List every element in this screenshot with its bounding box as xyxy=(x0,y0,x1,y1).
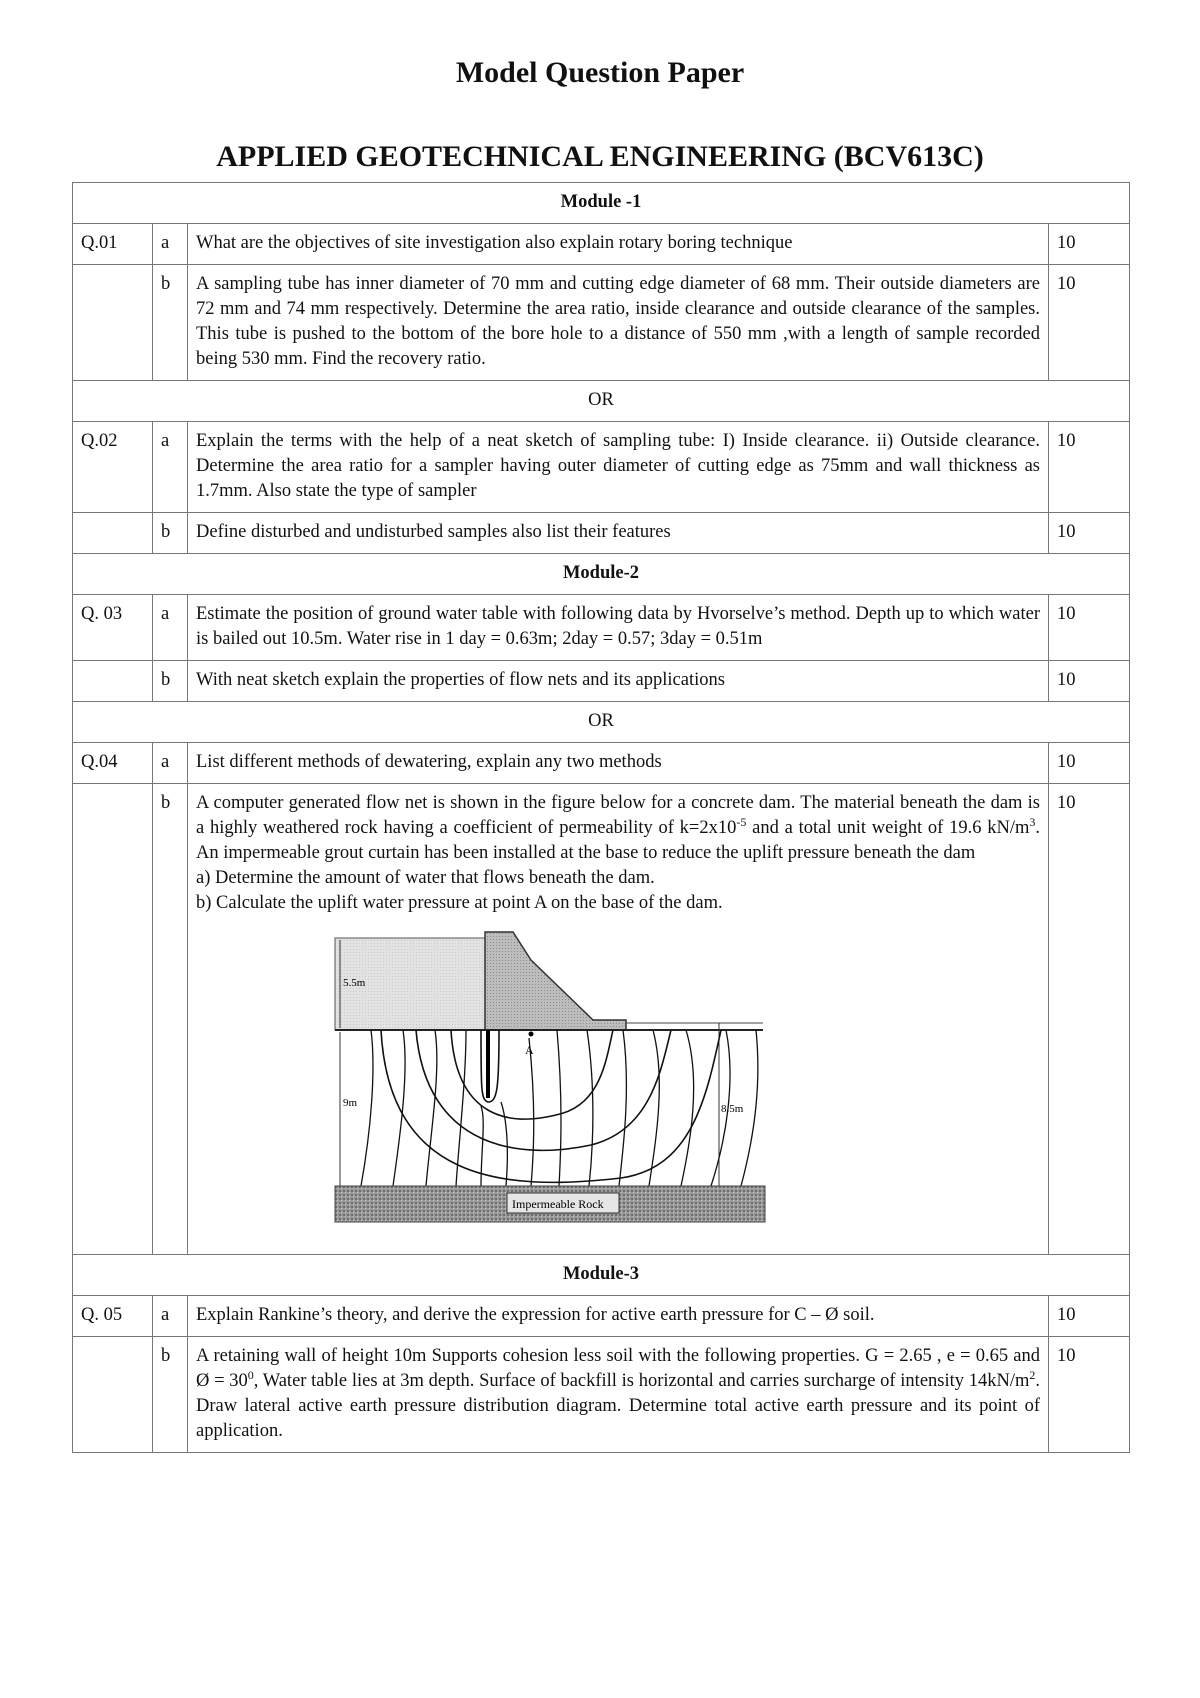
question-text xyxy=(188,1337,1049,1453)
sub-label: a xyxy=(153,422,188,513)
question-number: Q.02 xyxy=(73,422,153,513)
module-heading: Module-2 xyxy=(73,554,1130,595)
question-text-part: . An impermeable grout curtain has been installed at the base to reduce the uplift pressure beneath the dam xyxy=(196,818,1040,863)
table-row xyxy=(73,661,1130,702)
or-separator: OR xyxy=(73,702,1130,743)
question-text-part: and a total unit weight of 19.6 kN/m xyxy=(746,818,1030,838)
marks: 10 xyxy=(1049,422,1130,513)
sub-label: a xyxy=(153,224,188,265)
table-row xyxy=(73,513,1130,554)
sub-label: b xyxy=(153,265,188,381)
or-separator: OR xyxy=(73,381,1130,422)
marks: 10 xyxy=(1049,265,1130,381)
table-row xyxy=(73,1296,1130,1337)
question-text: Estimate the position of ground water table with following data by Hvorselve’s method. Depth up to which water is bailed out 10.5m. Water rise in 1 day = 0.63m; 2day = 0.57; 3day = 0.51m xyxy=(188,595,1049,661)
table-row xyxy=(73,743,1130,784)
or-row xyxy=(73,381,1130,422)
rock-label: Impermeable Rock xyxy=(512,1197,604,1211)
point-a-label: A xyxy=(525,1043,534,1057)
question-number: Q.01 xyxy=(73,224,153,265)
dimension-label-depth: 9m xyxy=(343,1097,358,1109)
question-text-part: . Draw lateral active earth pressure distribution diagram. Determine total active earth pressure and its point of application. xyxy=(196,1371,1040,1441)
sub-label: a xyxy=(153,743,188,784)
point-a-marker xyxy=(529,1032,534,1037)
exponent: 3 xyxy=(1029,814,1036,829)
question-text-part: , Water table lies at 3m depth. Surface of backfill is horizontal and carries surcharge of intensity 14kN/m xyxy=(253,1371,1030,1391)
question-text: Explain the terms with the help of a neat sketch of sampling tube: I) Inside clearance. ii) Outside clearance. Determine the area ratio for a sampler having outer diameter of cutting edge as 75mm and wall thickness as 1.7mm. Also state the type of sampler xyxy=(188,422,1049,513)
module-heading: Module -1 xyxy=(73,183,1130,224)
or-row xyxy=(73,702,1130,743)
marks: 10 xyxy=(1049,661,1130,702)
marks: 10 xyxy=(1049,224,1130,265)
dam-body xyxy=(485,932,626,1030)
marks: 10 xyxy=(1049,1296,1130,1337)
question-number: Q.04 xyxy=(73,743,153,784)
sub-part-b: b) Calculate the uplift water pressure at point A on the base of the dam. xyxy=(196,893,723,913)
dimension-label-downstream: 8.5m xyxy=(721,1103,744,1115)
module-heading: Module-3 xyxy=(73,1255,1130,1296)
degree-superscript: 0 xyxy=(247,1367,254,1382)
table-row xyxy=(73,1337,1130,1453)
question-text: With neat sketch explain the properties of flow nets and its applications xyxy=(188,661,1049,702)
marks: 10 xyxy=(1049,513,1130,554)
table-row xyxy=(73,784,1130,1255)
marks: 10 xyxy=(1049,784,1130,1255)
exponent: -5 xyxy=(736,814,747,829)
module-row xyxy=(73,1255,1130,1296)
question-table xyxy=(72,182,1130,1453)
equipotential-lines xyxy=(361,1030,758,1186)
sub-label: b xyxy=(153,784,188,1255)
module-row xyxy=(73,183,1130,224)
sub-label: b xyxy=(153,661,188,702)
table-row xyxy=(73,265,1130,381)
flow-net-figure xyxy=(331,930,801,1240)
question-text: Explain Rankine’s theory, and derive the expression for active earth pressure for C – Ø soil. xyxy=(188,1296,1049,1337)
marks: 10 xyxy=(1049,595,1130,661)
sub-label: a xyxy=(153,1296,188,1337)
exponent: 2 xyxy=(1029,1367,1036,1382)
question-text: List different methods of dewatering, explain any two methods xyxy=(188,743,1049,784)
marks: 10 xyxy=(1049,743,1130,784)
question-text xyxy=(188,784,1049,1255)
sub-label: a xyxy=(153,595,188,661)
question-text: Define disturbed and undisturbed samples also list their features xyxy=(188,513,1049,554)
table-row xyxy=(73,224,1130,265)
question-text: What are the objectives of site investigation also explain rotary boring technique xyxy=(188,224,1049,265)
marks: 10 xyxy=(1049,1337,1130,1453)
dimension-label-upstream: 5.5m xyxy=(343,977,366,989)
question-text-part: A computer generated flow net is shown in the figure below for a concrete dam. The material beneath the dam is a highly weathered rock having a coefficient of permeability of k=2x10 xyxy=(196,793,1040,838)
sub-label: b xyxy=(153,1337,188,1453)
question-text-part: A retaining wall of height 10m Supports cohesion less soil with the following properties. G = 2.65 , e = 0.65 and Ø = 30 xyxy=(196,1346,1040,1391)
table-row xyxy=(73,595,1130,661)
subject-title: APPLIED GEOTECHNICAL ENGINEERING (BCV613C) xyxy=(216,140,984,173)
sub-label: b xyxy=(153,513,188,554)
question-number: Q. 03 xyxy=(73,595,153,661)
sub-part-a: a) Determine the amount of water that flows beneath the dam. xyxy=(196,868,655,888)
paper-title: Model Question Paper xyxy=(455,56,745,89)
flow-lines xyxy=(381,1030,721,1182)
table-row xyxy=(73,422,1130,513)
module-row xyxy=(73,554,1130,595)
question-number: Q. 05 xyxy=(73,1296,153,1337)
question-text: A sampling tube has inner diameter of 70 mm and cutting edge diameter of 68 mm. Their outside diameters are 72 mm and 74 mm respectively. Determine the area ratio, inside clearance and outside clearance of the samples. This tube is pushed to the bottom of the bore hole to a distance of 550 mm ,with a length of sample recorded being 530 mm. Find the recovery ratio. xyxy=(188,265,1049,381)
